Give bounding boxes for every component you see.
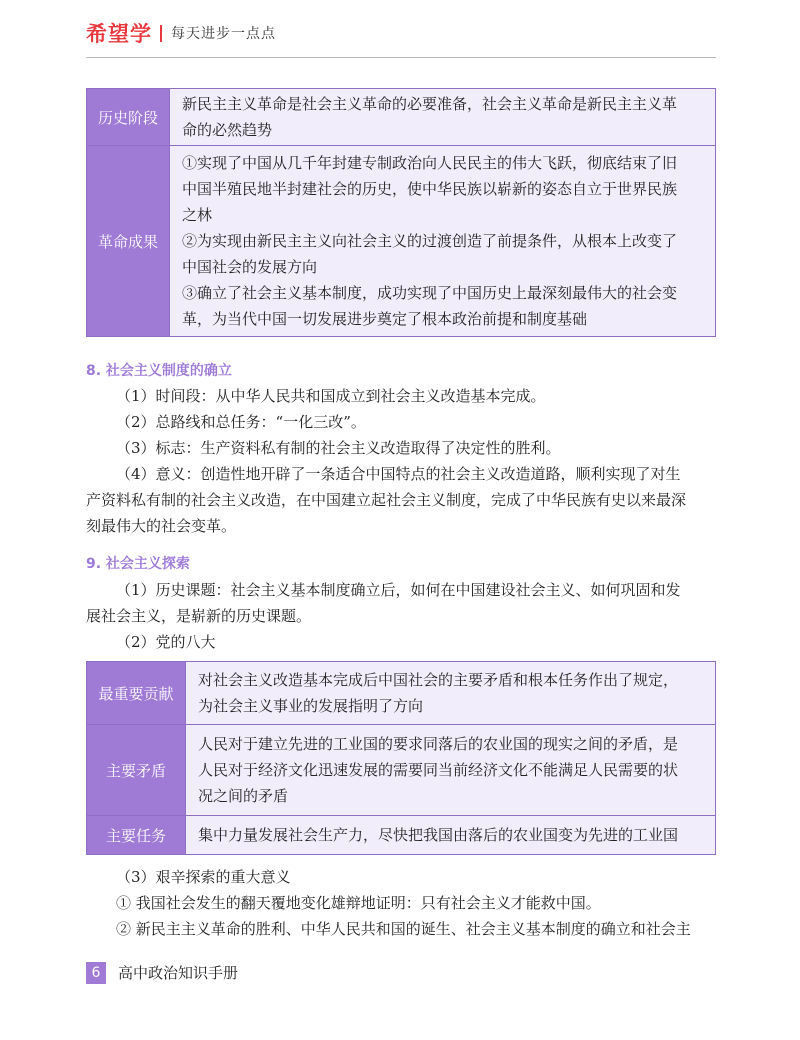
table-row <box>87 816 716 855</box>
text-line: 之林 <box>182 206 213 224</box>
text-line: （2）总路线和总任务：“一化三改”。 <box>116 413 366 431</box>
text-line: 命的必然趋势 <box>182 121 273 139</box>
row-content <box>170 146 716 337</box>
text-line: 中国社会的发展方向 <box>182 258 318 276</box>
text-line: 革，为当代中国一切发展进步奠定了根本政治前提和制度基础 <box>182 310 588 328</box>
text-line: （4）意义：创造性地开辟了一条适合中国特点的社会主义改造道路，顺利实现了对生 <box>116 465 681 483</box>
text-line: 产资料私有制的社会主义改造，在中国建立起社会主义制度，完成了中华民族有史以来最深 <box>86 491 687 509</box>
text-line: 人民对于建立先进的工业国的要求同落后的农业国的现实之间的矛盾，是 <box>198 735 679 753</box>
text-line: （1）时间段：从中华人民共和国成立到社会主义改造基本完成。 <box>116 387 546 405</box>
text-line: ②为实现由新民主主义向社会主义的过渡创造了前提条件，从根本上改变了 <box>182 232 678 250</box>
eighth-congress-table <box>86 661 716 855</box>
table-row <box>87 146 716 337</box>
significance-body <box>86 864 718 942</box>
text-line: （2）党的八大 <box>116 633 216 651</box>
page-header <box>86 18 276 48</box>
text-line: （3）艰辛探索的重大意义 <box>116 868 291 886</box>
row-label: 革命成果 <box>87 146 170 337</box>
section-9-body <box>86 577 718 655</box>
section-9-title: 9. 社会主义探索 <box>86 556 190 572</box>
text-line: 为社会主义事业的发展指明了方向 <box>198 697 424 715</box>
text-line: （3）标志：生产资料私有制的社会主义改造取得了决定性的胜利。 <box>116 439 561 457</box>
brand-logo: 希望学 <box>86 22 152 46</box>
text-line: 刻最伟大的社会变革。 <box>86 517 237 535</box>
book-title: 高中政治知识手册 <box>118 964 239 982</box>
page-number: 6 <box>86 962 106 984</box>
section-8-title: 8. 社会主义制度的确立 <box>86 363 232 379</box>
table-row <box>87 89 716 146</box>
header-rule <box>86 57 716 58</box>
row-label: 主要任务 <box>87 816 186 855</box>
text-line: 中国半殖民地半封建社会的历史，使中华民族以崭新的姿态自立于世界民族 <box>182 180 678 198</box>
header-divider <box>160 25 162 42</box>
text-line: （1）历史课题：社会主义基本制度确立后，如何在中国建设社会主义、如何巩固和发 <box>116 581 681 599</box>
text-line: ③确立了社会主义基本制度，成功实现了中国历史上最深刻最伟大的社会变 <box>182 284 678 302</box>
text-line: 集中力量发展社会生产力，尽快把我国由落后的农业国变为先进的工业国 <box>198 826 679 844</box>
text-line: ①实现了中国从几千年封建专制政治向人民民主的伟大飞跃，彻底结束了旧 <box>182 154 678 172</box>
row-content <box>186 725 716 816</box>
text-line: 对社会主义改造基本完成后中国社会的主要矛盾和根本任务作出了规定， <box>198 671 679 689</box>
row-label: 历史阶段 <box>87 89 170 146</box>
row-label: 最重要贡献 <box>87 662 186 725</box>
row-label: 主要矛盾 <box>87 725 186 816</box>
table-row <box>87 725 716 816</box>
revolution-table <box>86 88 716 337</box>
text-line: ② 新民主主义革命的胜利、中华人民共和国的诞生、社会主义基本制度的确立和社会主 <box>116 920 691 938</box>
text-line: 展社会主义，是崭新的历史课题。 <box>86 607 312 625</box>
header-slogan: 每天进步一点点 <box>171 26 276 42</box>
row-content <box>170 89 716 146</box>
text-line: 人民对于经济文化迅速发展的需要同当前经济文化不能满足人民需要的状 <box>198 761 679 779</box>
row-content <box>186 662 716 725</box>
text-line: ① 我国社会发生的翻天覆地变化雄辩地证明：只有社会主义才能救中国。 <box>116 894 601 912</box>
text-line: 况之间的矛盾 <box>198 787 289 805</box>
table-row <box>87 662 716 725</box>
section-8-body <box>86 383 718 539</box>
row-content <box>186 816 716 855</box>
text-line: 新民主主义革命是社会主义革命的必要准备，社会主义革命是新民主主义革 <box>182 95 678 113</box>
